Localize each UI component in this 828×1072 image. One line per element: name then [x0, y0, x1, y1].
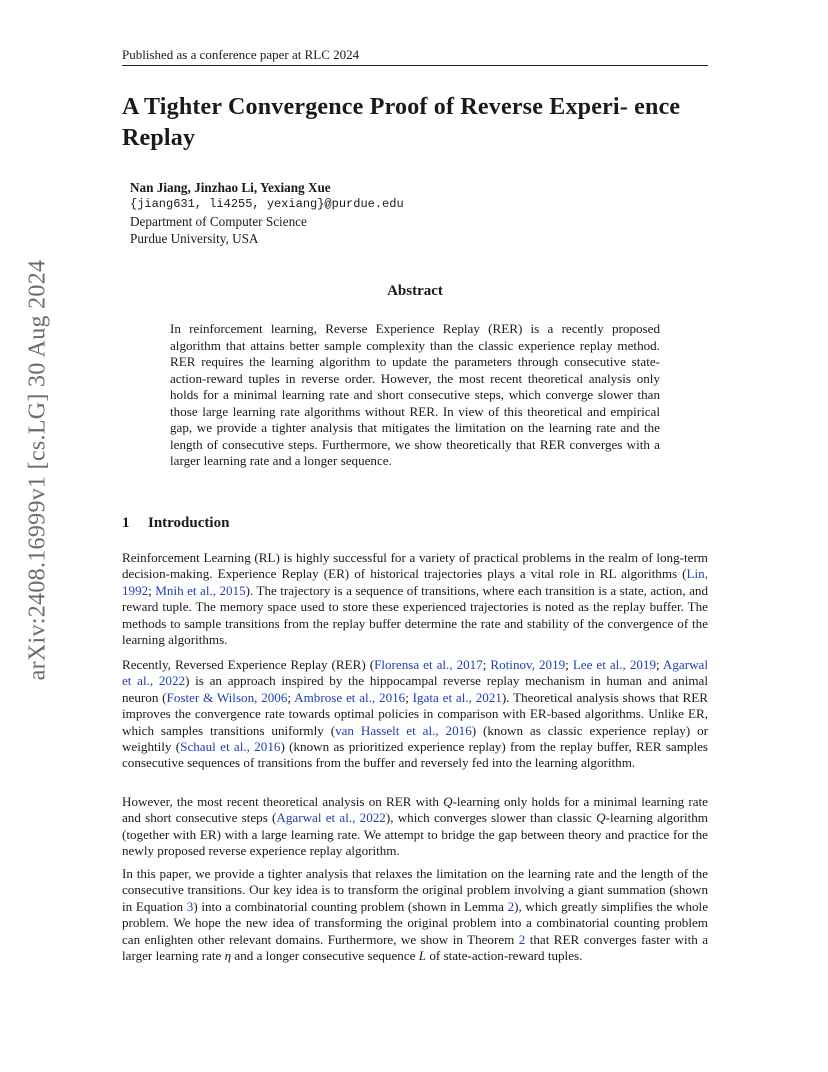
lemma-ref-link[interactable]: 2 — [507, 898, 515, 914]
text-run: -learning only holds for a minimal learning rate and short consecutive steps ( — [122, 794, 708, 826]
author-department: Department of Computer Science — [130, 214, 307, 229]
text-run: ). The trajectory is a sequence of transitions, where each transition is a state, action, and reward tuple. The memory space used to store these experienced trajectories is noted as the replay buffer. The methods to sample transitions from the replay buffer determine the rate and stability of the convergence of the learning algorithms. — [122, 582, 708, 648]
text-run: ), which greatly simplifies the whole problem. We hope the new idea of transforming the original problem into a combinatorial counting problem can enlighten other relevant domains. Furthermore, we show in Theorem — [122, 898, 709, 947]
author-email: {jiang631, li4255, yexiang}@purdue.edu — [130, 197, 404, 211]
citation-link[interactable]: van Hasselt et al., 2016 — [335, 722, 472, 738]
section-title: Introduction — [148, 515, 230, 531]
text-run: Reinforcement Learning (RL) is highly successful for a variety of practical problems in the realm of long-term decision-making. Experience Replay (ER) of historical trajectories plays a vital role in RL algorithms ( — [122, 550, 708, 582]
intro-paragraph-2 — [122, 657, 708, 772]
abstract-text: In reinforcement learning, Reverse Experience Replay (RER) is a recently proposed algorithm that attains better sample complexity than the classic experience replay method. RER requires the learning algorithm to update the parameters through consecutive state-action-reward tuples in reverse order. However, the most recent theoretical analysis only holds for a minimal learning rate and short consecutive steps, which converge slower than those large learning rate algorithms without RER. In view of this theoretical and empirical gap, we provide a tighter analysis that mitigates the limitation on the learning rate and the length of consecutive steps. Furthermore, we show theoretically that RER converges with a larger learning rate and a longer sequence. — [170, 321, 660, 468]
text-run: Recently, Reversed Experience Replay (RER) ( — [122, 657, 375, 672]
text-run: that RER converges faster with a larger learning rate — [122, 931, 709, 964]
citation-link[interactable]: Agarwal et al., 2022 — [276, 810, 386, 826]
section-number: 1 — [122, 515, 130, 531]
equation-ref-link[interactable]: 3 — [186, 898, 194, 914]
author-block — [130, 179, 404, 247]
text-run: ; — [405, 689, 413, 705]
running-header: Published as a conference paper at RLC 2024 — [122, 47, 708, 66]
text-run: ), which converges slower than classic — [385, 810, 597, 826]
text-run: ) is an approach inspired by the hippocampal reverse replay mechanism in human and animal neuron ( — [122, 673, 708, 705]
citation-link[interactable]: Mnih et al., 2015 — [155, 582, 246, 598]
text-run: ) (known as prioritized experience replay) from the replay buffer, RER samples consecutive sequences of transitions from the buffer and reversely fed into the learning algorithm. — [122, 739, 709, 771]
intro-paragraph-4 — [122, 866, 708, 964]
text-run: ). Theoretical analysis shows that RER improves the convergence rate towards optimal policies in comparison with ER-based algorithms. Unlike ER, which samples transitions uniformly ( — [122, 689, 708, 738]
text-run: of state-action-reward tuples. — [426, 948, 583, 964]
arxiv-identifier: arXiv:2408.16999v1 [cs.LG] 30 Aug 2024 — [24, 259, 51, 681]
text-run: However, the most recent theoretical analysis on RER with — [122, 794, 444, 809]
text-run: ) (known as classic experience replay) or weightily ( — [122, 722, 708, 755]
text-run: ; — [656, 657, 663, 672]
text-run: ) into a combinatorial counting problem (shown in Lemma — [193, 898, 508, 914]
author-names: Nan Jiang, Jinzhao Li, Yexiang Xue — [130, 180, 331, 195]
citation-link[interactable]: Florensa et al., 2017 — [374, 657, 483, 672]
citation-link[interactable]: Rotinov, 2019 — [490, 657, 566, 672]
citation-link[interactable]: Foster & Wilson, 2006 — [166, 689, 288, 705]
citation-link[interactable]: Ambrose et al., 2016 — [294, 689, 406, 705]
paper-title: A Tighter Convergence Proof of Reverse Experi- ence Replay — [122, 94, 681, 151]
text-run: -learning algorithm (together with ER) with a large learning rate. We attempt to bridge the gap between theory and practice for the newly proposed reverse experience replay algorithm. — [122, 810, 708, 859]
citation-link[interactable]: Lin, 1992 — [122, 566, 708, 598]
citation-link[interactable]: Lee et al., 2019 — [572, 657, 657, 672]
text-run: ; — [287, 689, 295, 705]
text-run: ; — [148, 582, 156, 598]
theorem-ref-link[interactable]: 2 — [518, 931, 526, 947]
intro-paragraph-3 — [122, 794, 708, 860]
citation-link[interactable]: Agarwal et al., 2022 — [122, 657, 709, 689]
text-run: ; — [482, 657, 491, 672]
math-symbol: Q — [596, 810, 606, 826]
abstract-heading: Abstract — [387, 283, 443, 299]
text-run: ; — [565, 657, 573, 672]
text-run: In this paper, we provide a tighter analysis that relaxes the limitation on the learning rate and the length of the consecutive transitions. Our key idea is to transform the original problem involving a giant summation (shown in Equation — [122, 866, 708, 914]
math-symbol: η — [224, 948, 232, 964]
citation-link[interactable]: Igata et al., 2021 — [412, 689, 502, 705]
math-symbol: L — [418, 948, 427, 964]
math-symbol: Q — [443, 794, 453, 809]
intro-paragraph-1 — [122, 550, 708, 648]
text-run: and a longer consecutive sequence — [231, 948, 419, 964]
arxiv-sidebar — [18, 255, 58, 685]
author-affiliation: Purdue University, USA — [130, 231, 259, 246]
section-heading — [122, 515, 229, 532]
citation-link[interactable]: Schaul et al., 2016 — [180, 739, 281, 755]
